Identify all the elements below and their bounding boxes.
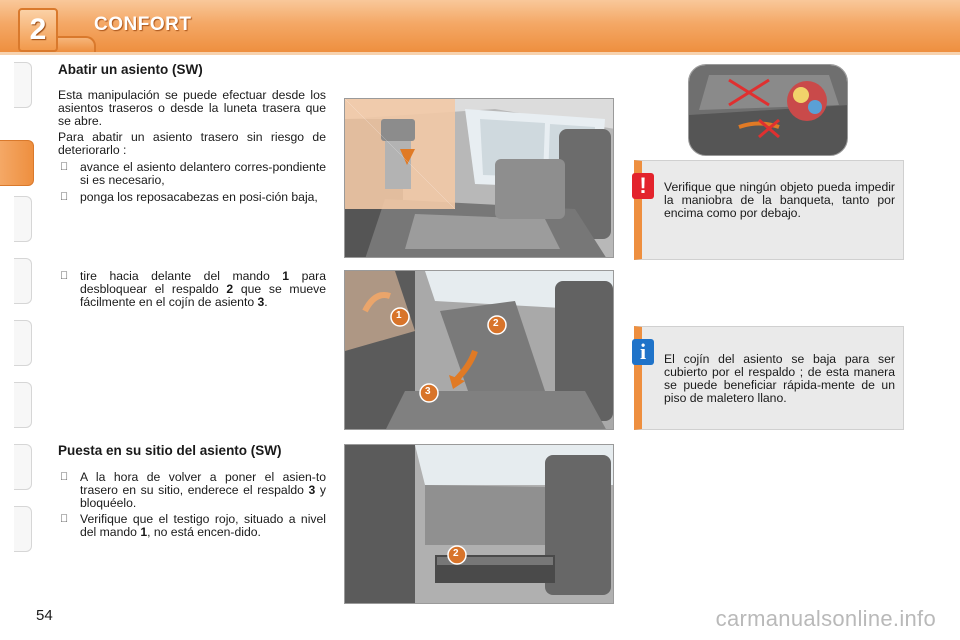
- warning-icon: !: [632, 173, 654, 199]
- photo-objects-under-seat: [688, 64, 848, 156]
- callout-2: 2: [453, 548, 459, 559]
- bullet-hand-icon: [60, 191, 68, 204]
- info-note: [634, 326, 904, 430]
- chapter-tab-5[interactable]: [14, 320, 32, 366]
- bullet-item: tire hacia delante del mando 1 para desbloquear el respaldo 2 que se mueve fácilmente en el cojín de asiento 3.: [58, 270, 326, 309]
- bullet-hand-icon: [60, 471, 68, 484]
- section-heading-restore-seat: Puesta en su sitio del asiento (SW): [58, 443, 282, 458]
- bullet-hand-icon: [60, 161, 68, 174]
- callout-3: 3: [425, 386, 431, 397]
- bullet-item: avance el asiento delantero corres-pondiente si es necesario,: [58, 161, 326, 187]
- chapter-tab-7[interactable]: [14, 444, 32, 490]
- bullet-item: Verifique que el testigo rojo, situado a nivel del mando 1, no está encen-dido.: [58, 513, 326, 539]
- photo-seat-restored: [344, 444, 614, 604]
- bullet-item: ponga los reposacabezas en posi-ción baja,: [58, 191, 326, 204]
- warning-note: [634, 160, 904, 260]
- callout-2: 2: [493, 318, 499, 329]
- bullet-item: A la hora de volver a poner el asien-to trasero en su sitio, enderece el respaldo 3 y bloquéelo.: [58, 471, 326, 510]
- chapter-tab-2-active[interactable]: [0, 140, 34, 186]
- photo-headrest-lowered: [344, 98, 614, 258]
- warning-text: Verifique que ningún objeto pueda impedir la maniobra de la banqueta, tanto por encima como por debajo.: [664, 180, 895, 220]
- info-icon: i: [632, 339, 654, 365]
- bullet-hand-icon: [60, 513, 68, 526]
- callout-1: 1: [396, 310, 402, 321]
- chapter-tab-3[interactable]: [14, 196, 32, 242]
- chapter-number-badge: 2: [18, 8, 58, 52]
- intro-paragraph: Esta manipulación se puede efectuar desde los asientos traseros o desde la luneta trasera que se abre.: [58, 88, 326, 128]
- info-text: El cojín del asiento se baja para ser cubierto por el respaldo ; de esta manera se puede beneficiar rápida-mente de un piso de maletero llano.: [664, 352, 895, 405]
- chapter-tab-1[interactable]: [14, 62, 32, 108]
- chapter-tab-rail: [0, 62, 34, 578]
- section-heading-fold-seat: Abatir un asiento (SW): [58, 62, 203, 77]
- page-number: 54: [36, 607, 53, 624]
- header-divider: [0, 52, 960, 55]
- chapter-tab-6[interactable]: [14, 382, 32, 428]
- chapter-tab-4[interactable]: [14, 258, 32, 304]
- lead-paragraph: Para abatir un asiento trasero sin riesgo de deteriorarlo :: [58, 130, 326, 157]
- bullet-hand-icon: [60, 270, 68, 283]
- photo-seat-folding-steps: [344, 270, 614, 430]
- chapter-title: CONFORT: [94, 14, 192, 35]
- chapter-badge-tab: [56, 36, 96, 52]
- watermark: carmanualsonline.info: [715, 606, 936, 631]
- chapter-tab-8[interactable]: [14, 506, 32, 552]
